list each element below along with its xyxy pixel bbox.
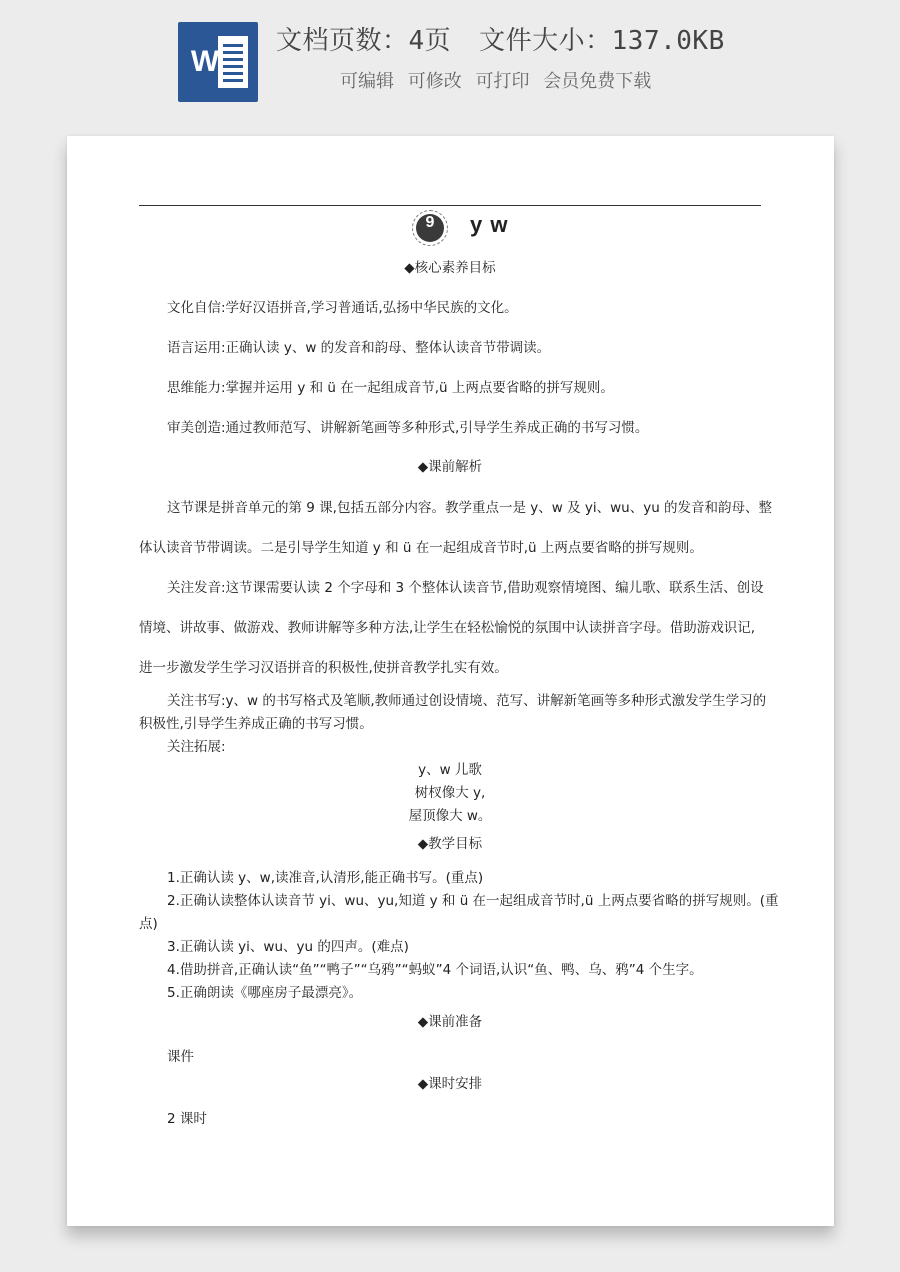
- core-goal-item: 文化自信:学好汉语拼音,学习普通话,弘扬中华民族的文化。: [167, 300, 518, 316]
- rhyme-line: 树杈像大 y,: [414, 785, 486, 801]
- core-goal-item: 思维能力:掌握并运用 y 和 ü 在一起组成音节,ü 上两点要省略的拼写规则。: [167, 380, 614, 396]
- feature-editable: 可编辑: [340, 71, 394, 92]
- lesson-title: y w: [470, 212, 509, 237]
- analysis-paragraph-line: 体认读音节带调读。二是引导学生知道 y 和 ü 在一起组成音节时,ü 上两点要省略的拼写规则。: [139, 540, 703, 556]
- document-page-graphic: [218, 36, 248, 88]
- file-size: 文件大小：137.0KB: [479, 26, 725, 56]
- rhyme-line: 屋顶像大 w。: [408, 808, 492, 824]
- section-heading-schedule: ◆课时安排: [417, 1076, 483, 1092]
- preparation-text: 课件: [167, 1049, 194, 1065]
- word-logo-letter: W: [190, 45, 220, 78]
- teaching-goal-item: 4.借助拼音,正确认读“鱼”“鸭子”“乌鸦”“蚂蚁”4 个词语,认识“鱼、鸭、乌、鸦”4 个生字。: [167, 962, 703, 978]
- teaching-goal-item: 2.正确认读整体认读音节 yi、wu、yu,知道 y 和 ü 在一起组成音节时,ü 上两点要省略的拼写规则。(重: [167, 893, 779, 909]
- feature-list: [340, 67, 659, 93]
- analysis-paragraph-line: 关注拓展:: [167, 739, 226, 755]
- feature-printable: 可打印: [475, 71, 530, 92]
- feature-member-download: 会员免费下载: [543, 71, 652, 92]
- section-heading-preparation: ◆课前准备: [417, 1014, 483, 1030]
- rhyme-line: y、w 儿歌: [418, 762, 482, 778]
- analysis-paragraph-line: 情境、讲故事、做游戏、教师讲解等多种方法,让学生在轻松愉悦的氛围中认读拼音字母。借助游戏识记,: [139, 620, 756, 636]
- lesson-number: 9: [416, 214, 444, 242]
- teaching-goal-item: 1.正确认读 y、w,读准音,认清形,能正确书写。(重点): [167, 870, 484, 886]
- analysis-paragraph-line: 这节课是拼音单元的第 9 课,包括五部分内容。教学重点一是 y、w 及 yi、wu、yu 的发音和韵母、整: [167, 500, 773, 516]
- analysis-paragraph-line: 积极性,引导学生养成正确的书写习惯。: [139, 716, 373, 732]
- document-info-banner: [0, 0, 900, 120]
- lesson-number-badge: [412, 210, 448, 246]
- teaching-goal-item: 5.正确朗读《哪座房子最漂亮》。: [167, 985, 363, 1001]
- schedule-text: 2 课时: [167, 1111, 207, 1127]
- core-goal-item: 审美创造:通过教师范写、讲解新笔画等多种形式,引导学生养成正确的书写习惯。: [167, 420, 649, 436]
- section-heading-pre-analysis: ◆课前解析: [417, 459, 483, 475]
- section-heading-teaching-goals: ◆教学目标: [417, 836, 483, 852]
- analysis-paragraph-line: 关注发音:这节课需要认读 2 个字母和 3 个整体认读音节,借助观察情境图、编儿歌、联系生活、创设: [167, 580, 764, 596]
- teaching-goal-item: 点): [139, 916, 158, 932]
- feature-modifiable: 可修改: [407, 71, 462, 92]
- core-goal-item: 语言运用:正确认读 y、w 的发音和韵母、整体认读音节带调读。: [167, 340, 551, 356]
- analysis-paragraph-line: 进一步激发学生学习汉语拼音的积极性,使拼音教学扎实有效。: [139, 660, 508, 676]
- teaching-goal-item: 3.正确认读 yi、wu、yu 的四声。(难点): [167, 939, 409, 955]
- section-heading-core-goals: ◆核心素养目标: [404, 260, 496, 276]
- word-document-icon: [178, 22, 258, 102]
- analysis-paragraph-line: 关注书写:y、w 的书写格式及笔顺,教师通过创设情境、范写、讲解新笔画等多种形式激发学生学习的: [167, 693, 767, 709]
- header-rule: [139, 205, 761, 206]
- document-stats: [276, 20, 725, 57]
- lesson-header: [412, 208, 552, 248]
- page-count: 文档页数：4页: [276, 26, 452, 56]
- document-page: [67, 136, 834, 1226]
